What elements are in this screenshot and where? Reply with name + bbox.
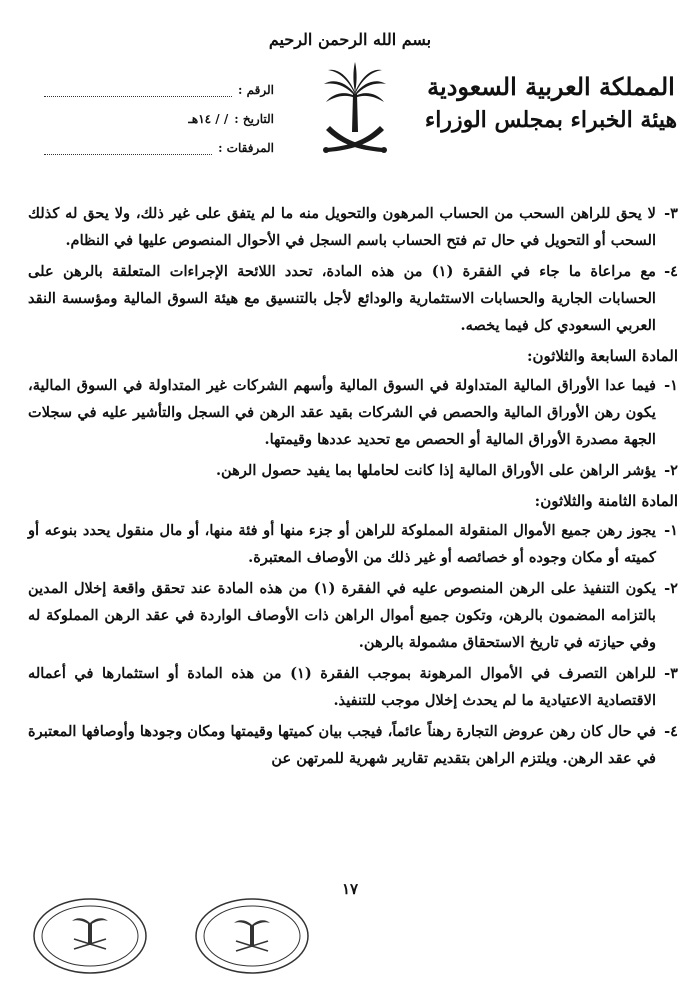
clause-text: فيما عدا الأوراق المالية المتداولة في السوق المالية وأسهم الشركات غير المتداولة في السوق المالية، يكون رهن الأوراق المالية والحصص في الشركات بقيد عقد الرهن في السجل والتأشير عليه في سجلات الجهة مصدرة الأوراق المالية أو الحصص مع تحديد عددها وقيمتها. (28, 377, 656, 448)
saudi-emblem-icon (318, 60, 392, 160)
official-seal-stamp-2 (30, 895, 150, 977)
article-38-clause-1 (28, 517, 678, 571)
ref-line (44, 82, 232, 97)
article-38-clause-3 (28, 660, 678, 714)
clause-number: ٤- (664, 723, 678, 740)
clause-text: يؤشر الراهن على الأوراق المالية إذا كانت لحاملها بما يفيد حصول الرهن. (215, 462, 656, 479)
clause-number: ٢- (664, 462, 678, 479)
document-body (28, 200, 678, 776)
article-38-heading: المادة الثامنة والثلاثون: (534, 492, 678, 510)
article-37-heading: المادة السابعة والثلاثون: (526, 347, 678, 365)
clause-text: يجوز رهن جميع الأموال المنقولة المملوكة للراهن أو جزء منها أو فئة منها، أو مال منقول يحدد بنوعه أو كميته أو مكان وجوده أو خصائصه أو غير ذلك من الأوصاف المعتبرة. (28, 522, 656, 566)
org-line-1: المملكة العربية السعودية (427, 72, 675, 101)
clause-text: يكون التنفيذ على الرهن المنصوص عليه في الفقرة (١) من هذه المادة عند تحقق واقعة إخلال المدين بالتزامه المضمون بالرهن، وتكون جميع أموال الراهن ذات الأوصاف الواردة في عقد الرهن المملوكة له وفي حيازته في تاريخ الاستحقاق مشمولة بالرهن. (28, 580, 656, 651)
clause-text: مع مراعاة ما جاء في الفقرة (١) من هذه المادة، تحدد اللائحة الإجراءات المتعلقة بالرهن على الحسابات الجارية والحسابات الاستثمارية والودائع لأجل بالتنسيق مع هيئة السوق المالية ومؤسسة النقد العربي السعودي كل فيما يخصه. (28, 263, 656, 334)
clause-text: لا يحق للراهن السحب من الحساب المرهون والتحويل منه ما لم يتفق على غير ذلك، ولا يحق له كذلك السحب أو التحويل في حال تم فتح الحساب باسم السجل في الأحوال المنصوص عليها في النظام. (28, 205, 656, 249)
ref-label: الرقم : (238, 83, 274, 97)
organization-name (416, 70, 686, 136)
date-row (44, 97, 274, 126)
clause-text: للراهن التصرف في الأموال المرهونة بموجب الفقرة (١) من هذه المادة أو استثمارها في أعماله الاقتصادية الاعتيادية ما لم يحدث إخلال موجب للتنفيذ. (28, 665, 656, 709)
article-37-clause-1 (28, 372, 678, 453)
attachments-label: المرفقات : (218, 141, 274, 155)
clause-number: ٢- (664, 580, 678, 597)
basmala: بسم الله الرحمن الرحيم (268, 30, 432, 49)
letter-meta (44, 68, 274, 155)
clause-number: ٤- (664, 263, 678, 280)
clause-4 (28, 258, 678, 339)
ref-row (44, 68, 274, 97)
clause-number: ٣- (664, 665, 678, 682)
clause-3 (28, 200, 678, 254)
attachments-row (44, 126, 274, 155)
official-seal-stamp (192, 895, 312, 977)
page-number: ١٧ (341, 880, 359, 898)
article-38-clause-4 (28, 718, 678, 772)
date-label: التاريخ : (234, 112, 274, 126)
clause-number: ١- (664, 377, 678, 394)
article-38-clause-2 (28, 575, 678, 656)
clause-text: في حال كان رهن عروض التجارة رهناً عائماً، فيجب بيان كميتها وقيمتها ومكان وجودها وأوصافها المعتبرة في عقد الرهن. ويلتزم الراهن بتقديم تقارير شهرية للمرتهن عن (28, 723, 656, 767)
article-37-clause-2 (28, 457, 678, 484)
date-value: / / ١٤هـ (188, 112, 229, 126)
org-line-2: هيئة الخبراء بمجلس الوزراء (424, 107, 678, 133)
attachments-line (44, 140, 212, 155)
clause-number: ١- (664, 522, 678, 539)
clause-number: ٣- (664, 205, 678, 222)
